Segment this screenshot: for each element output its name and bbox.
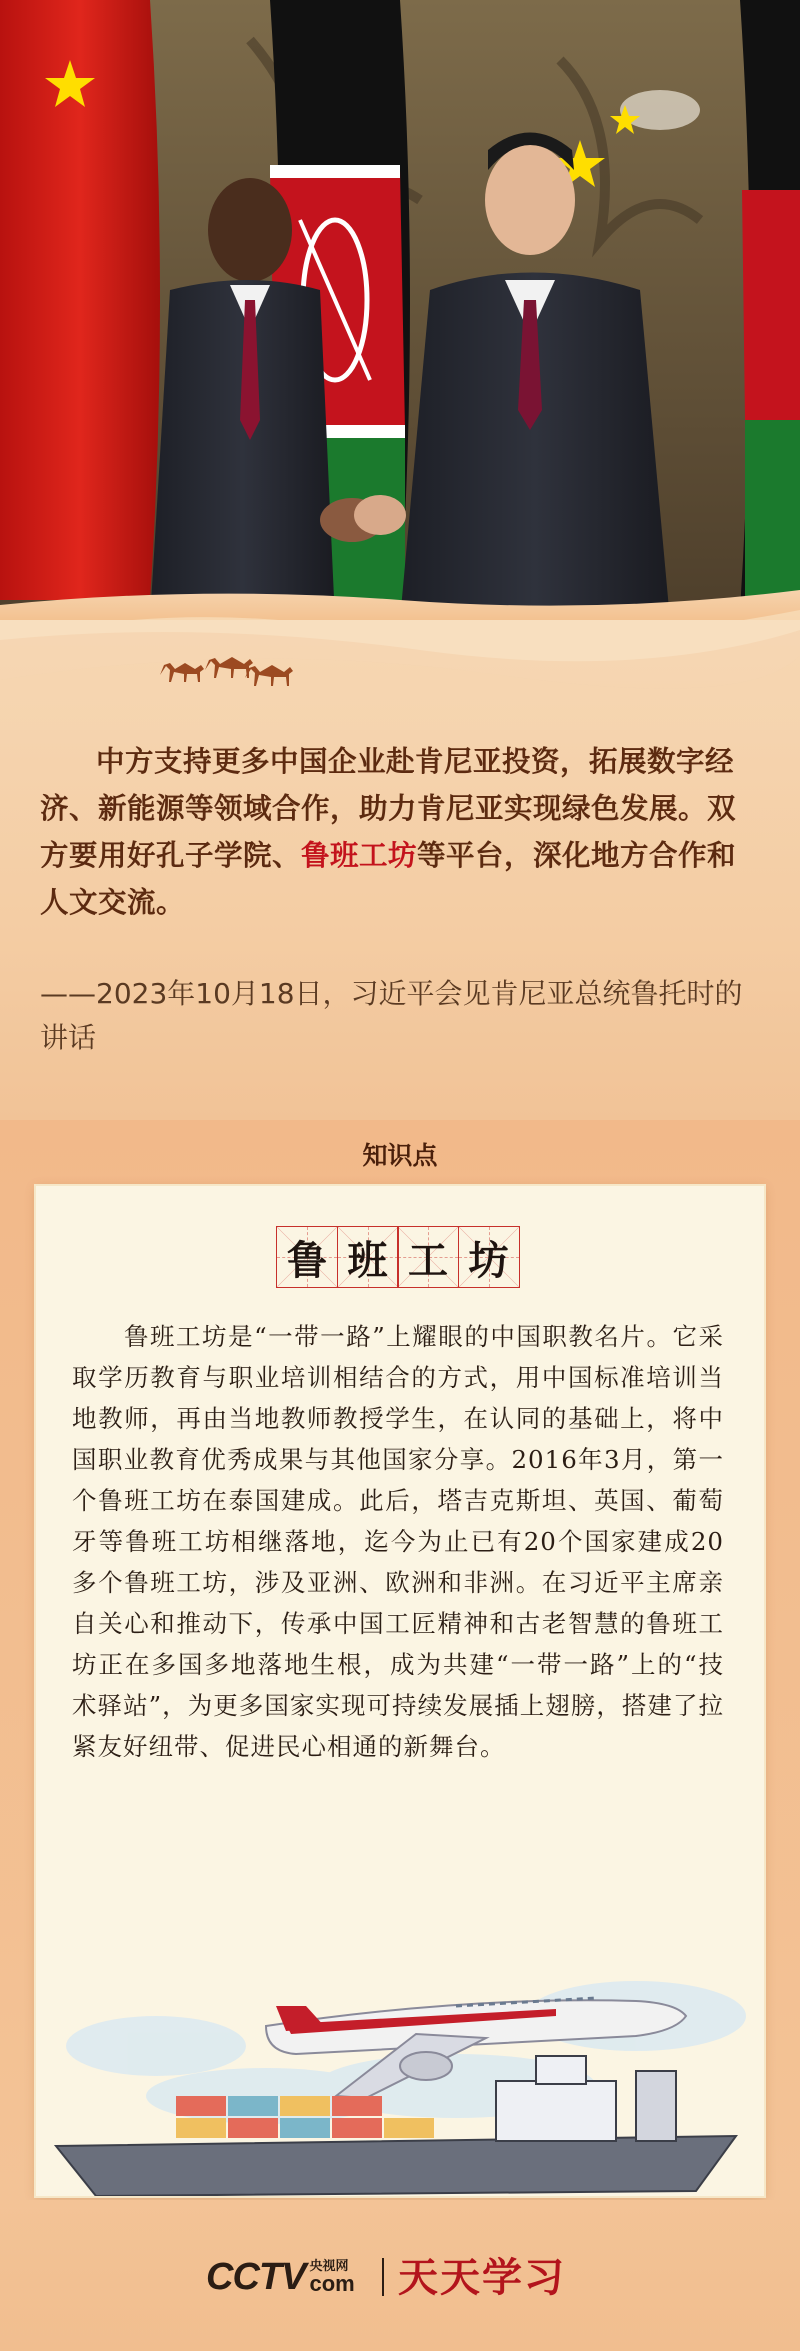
cctv-logo-cn: 央视网 [309,2258,349,2274]
section-heading: 知识点 [362,1141,438,1170]
title-char: 班 [347,1236,388,1284]
plane-ship-illustration [36,1976,764,2196]
quote-highlight-luban: 鲁班工坊 [301,839,418,872]
title-char: 鲁 [287,1236,327,1284]
card-title [276,1226,524,1288]
meeting-photo [0,0,800,620]
quote-text [40,738,764,926]
cctv-logo-text: CCTV [206,2255,306,2298]
footer-divider [382,2258,384,2296]
title-grid-cell [397,1226,459,1288]
cctv-logo-side [309,2260,354,2295]
transport-illustration [36,1976,764,2196]
title-char: 坊 [468,1236,509,1284]
quote-section [0,620,800,1120]
card-body-text: 鲁班工坊是“一带一路”上耀眼的中国职教名片。它采取学历教育与职业培训相结合的方式，用中国标准培训当地教师，再由当地教师教授学生，在认同的基础上，将中国职业教育优秀成果与其他国家分享。2016年3月，第一个鲁班工坊在泰国建成。此后，塔吉克斯坦、英国、葡萄牙等鲁班工坊相继落地，迄今为止已有20个国家建成20多个鲁班工坊，涉及亚洲、欧洲和非洲。在习近平主席亲自关心和推动下，传承中国工匠精神和古老智慧的鲁班工坊正在多国多地落地生根，成为共建“一带一路”上的“技术驿站”，为更多国家实现可持续发展插上翅膀，搭建了拉紧友好纽带、促进民心相通的新舞台。 [72,1322,724,1761]
knowledge-card [36,1186,764,2196]
title-char: 工 [408,1236,448,1284]
desert-dunes-decoration [0,620,800,730]
title-grid-cell [276,1226,338,1288]
cctv-logo-com: com [309,2270,355,2296]
cctv-logo [206,2252,355,2302]
title-grid-cell [337,1226,399,1288]
footer [0,2200,800,2351]
quote-source: ——2023年10月18日，习近平会见肯尼亚总统鲁托时的讲话 [40,977,743,1054]
title-grid-cell [458,1226,520,1288]
knowledge-section [0,1120,800,2200]
quote-text-part2: 等平台，深化地方合作和人文交流。 [40,839,737,919]
brand-title: 天天学习 [398,2254,566,2301]
meeting-photo-illustration [0,0,800,620]
quote-text-part1: 中方支持更多中国企业赴肯尼亚投资，拓展数字经济、新能源等领域合作，助力肯尼亚实现绿色发展。双方要用好孔子学院、 [40,745,737,872]
